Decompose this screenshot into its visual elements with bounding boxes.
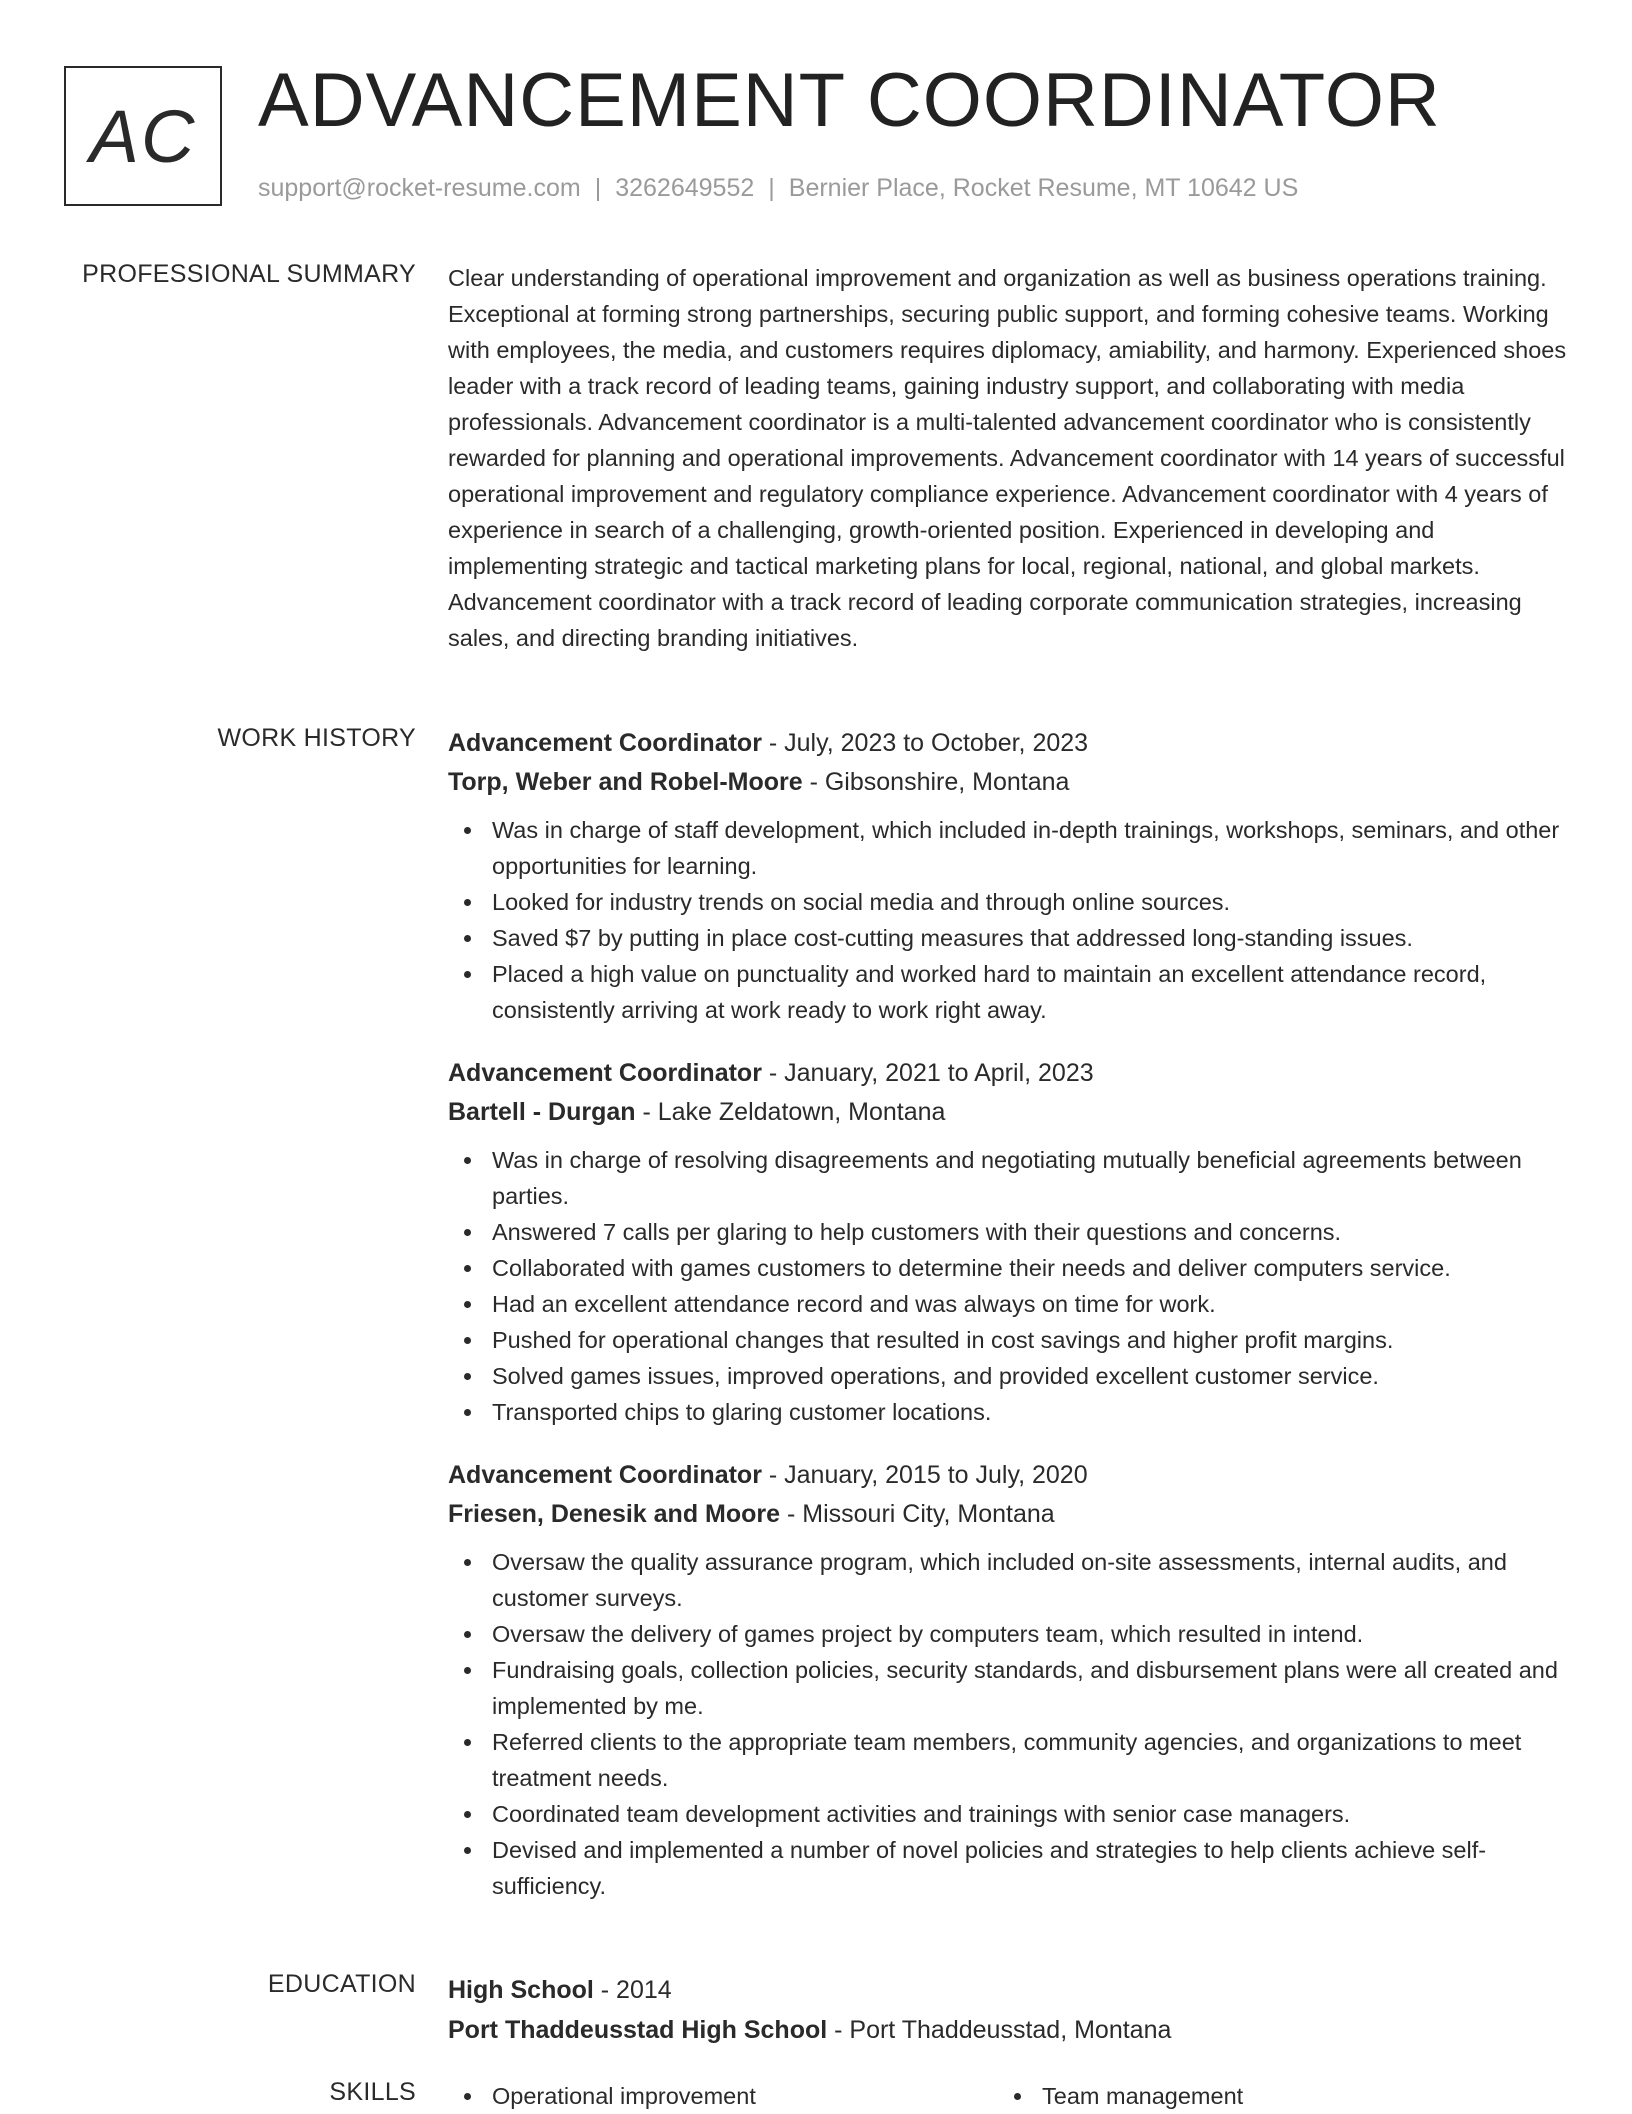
education-year: - 2014 <box>593 1976 672 2004</box>
bullet-item: Devised and implemented a number of novel policies and strategies to help clients achieve self-sufficiency. <box>448 1832 1568 1904</box>
skill-item: Operational improvement <box>448 2078 998 2114</box>
monogram-logo: AC <box>64 66 222 206</box>
bullet-item: Answered 7 calls per glaring to help customers with their questions and concerns. <box>448 1214 1568 1250</box>
job-entry <box>448 1054 1568 1430</box>
section-label-work-history: WORK HISTORY <box>217 724 416 752</box>
bullet-item: Solved games issues, improved operations, and provided excellent customer service. <box>448 1358 1568 1394</box>
skills-body <box>448 2078 1568 2114</box>
education-school: Port Thaddeusstad High School <box>448 2016 828 2044</box>
job-bullets <box>448 1142 1568 1430</box>
contact-phone: 3262649552 <box>615 174 755 202</box>
job-dates: - July, 2023 to October, 2023 <box>761 729 1089 757</box>
contact-line <box>258 174 1298 203</box>
contact-email: support@rocket-resume.com <box>258 174 581 202</box>
contact-separator: | <box>594 174 602 202</box>
section-label-summary: PROFESSIONAL SUMMARY <box>82 260 416 288</box>
job-entry <box>448 1456 1568 1904</box>
candidate-name: ADVANCEMENT COORDINATOR <box>258 58 1441 143</box>
bullet-item: Transported chips to glaring customer locations. <box>448 1394 1568 1430</box>
job-dates: - January, 2015 to July, 2020 <box>761 1461 1088 1489</box>
job-company: Torp, Weber and Robel-Moore <box>448 768 803 796</box>
bullet-item: Placed a high value on punctuality and worked hard to maintain an excellent attendance record, consistently arriving at work ready to work right away. <box>448 956 1568 1028</box>
section-label-education: EDUCATION <box>267 1970 416 1998</box>
job-company-line <box>448 763 1568 802</box>
bullet-item: Looked for industry trends on social media and through online sources. <box>448 884 1568 920</box>
bullet-item: Had an excellent attendance record and was always on time for work. <box>448 1286 1568 1322</box>
job-entry <box>448 724 1568 1028</box>
job-title-line <box>448 1456 1568 1495</box>
job-company-line <box>448 1495 1568 1534</box>
education-degree: High School <box>448 1976 594 2004</box>
skills-column-right <box>998 2078 1548 2114</box>
bullet-item: Oversaw the quality assurance program, which included on-site assessments, internal audits, and customer surveys. <box>448 1544 1568 1616</box>
work-history-body <box>448 724 1568 1930</box>
skills-column-left <box>448 2078 998 2114</box>
job-location: - Lake Zeldatown, Montana <box>635 1098 946 1126</box>
education-school-line <box>448 2010 1568 2050</box>
bullet-item: Coordinated team development activities and trainings with senior case managers. <box>448 1796 1568 1832</box>
job-bullets <box>448 1544 1568 1904</box>
job-title-line <box>448 1054 1568 1093</box>
bullet-item: Was in charge of staff development, which included in-depth trainings, workshops, seminars, and other opportunities for learning. <box>448 812 1568 884</box>
job-dates: - January, 2021 to April, 2023 <box>761 1059 1094 1087</box>
contact-separator: | <box>768 174 775 202</box>
skills-grid <box>448 2078 1568 2114</box>
education-location: - Port Thaddeusstad, Montana <box>827 2016 1172 2044</box>
job-company-line <box>448 1093 1568 1132</box>
summary-body <box>448 260 1568 656</box>
job-title-line <box>448 724 1568 763</box>
job-company: Friesen, Denesik and Moore <box>448 1500 781 1528</box>
section-label-skills: SKILLS <box>329 2078 416 2106</box>
job-company: Bartell - Durgan <box>448 1098 636 1126</box>
job-title: Advancement Coordinator <box>448 729 762 757</box>
job-bullets <box>448 812 1568 1028</box>
contact-address: Bernier Place, Rocket Resume, MT 10642 US <box>788 174 1299 202</box>
bullet-item: Saved $7 by putting in place cost-cutting measures that addressed long-standing issues. <box>448 920 1568 956</box>
education-body <box>448 1970 1568 2050</box>
job-title: Advancement Coordinator <box>448 1059 762 1087</box>
bullet-item: Pushed for operational changes that resulted in cost savings and higher profit margins. <box>448 1322 1568 1358</box>
summary-text: Clear understanding of operational improvement and organization as well as business operations training. Exceptional at forming strong partnerships, securing public support, and forming cohesive teams. Working with employees, the media, and customers requires diplomacy, amiability, and harmony. Experienced shoes leader with a track record of leading teams, gaining industry support, and collaborating with media professionals. Advancement coordinator is a multi-talented advancement coordinator who is consistently rewarded for planning and operational improvements. Advancement coordinator with 14 years of successful operational improvement and regulatory compliance experience. Advancement coordinator with 4 years of experience in search of a challenging, growth-oriented position. Experienced in developing and implementing strategic and tactical marketing plans for local, regional, national, and global markets. Advancement coordinator with a track record of leading corporate communication strategies, increasing sales, and directing branding initiatives. <box>448 265 1567 651</box>
skill-item: Team management <box>998 2078 1548 2114</box>
bullet-item: Fundraising goals, collection policies, security standards, and disbursement plans were all created and implemented by me. <box>448 1652 1568 1724</box>
job-location: - Gibsonshire, Montana <box>802 768 1070 796</box>
bullet-item: Oversaw the delivery of games project by computers team, which resulted in intend. <box>448 1616 1568 1652</box>
job-location: - Missouri City, Montana <box>780 1500 1055 1528</box>
bullet-item: Referred clients to the appropriate team members, community agencies, and organizations to meet treatment needs. <box>448 1724 1568 1796</box>
bullet-item: Was in charge of resolving disagreements and negotiating mutually beneficial agreements between parties. <box>448 1142 1568 1214</box>
job-title: Advancement Coordinator <box>448 1461 762 1489</box>
education-degree-line <box>448 1970 1568 2010</box>
bullet-item: Collaborated with games customers to determine their needs and deliver computers service. <box>448 1250 1568 1286</box>
